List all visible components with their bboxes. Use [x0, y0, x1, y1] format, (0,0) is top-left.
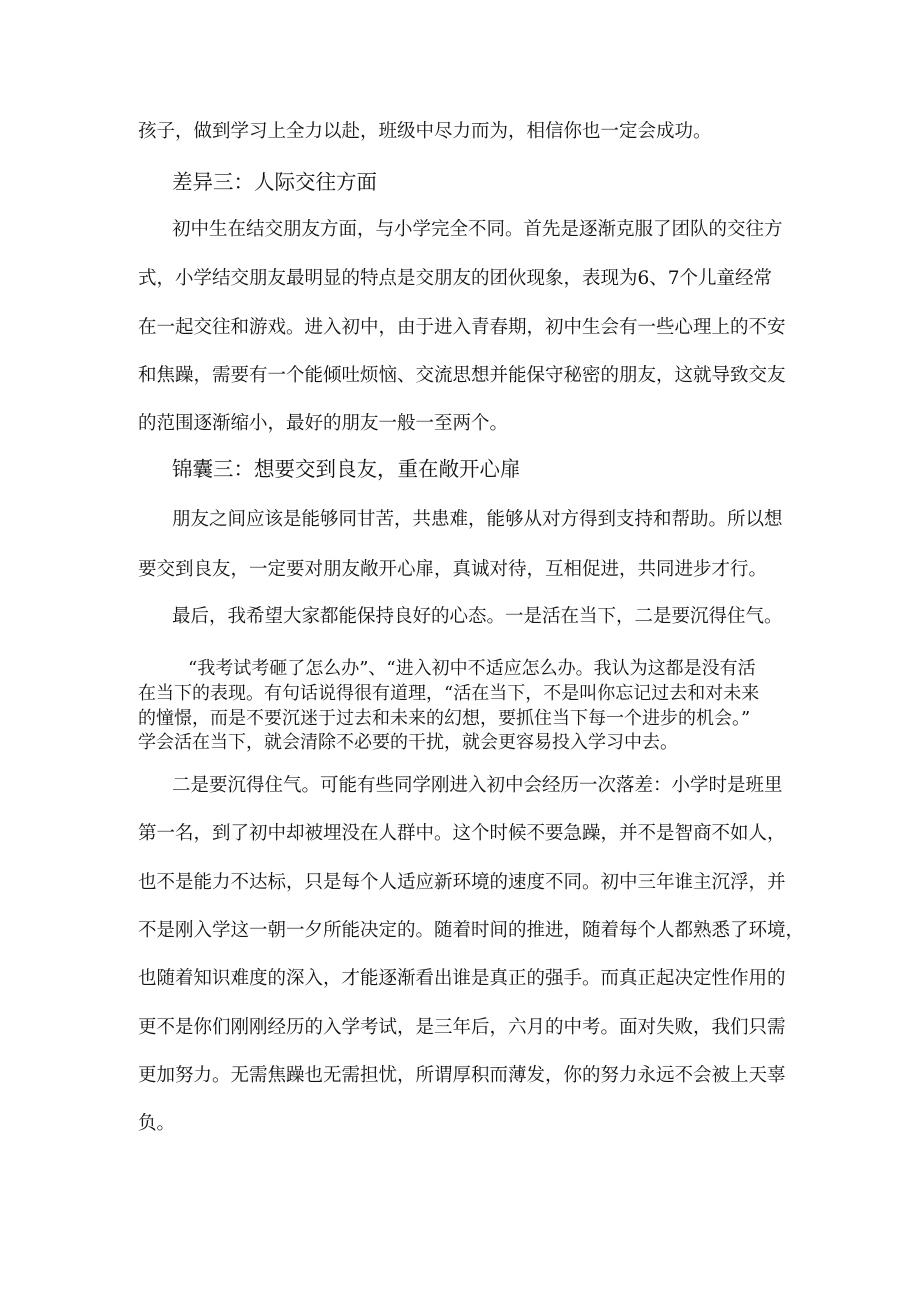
tip-3-paragraph-line-2: 要交到良友，一定要对朋友敞开心扉，真诚对待，互相促进，共同进步才行。 — [138, 559, 768, 580]
closing-paragraph-2-line-4: 学会活在当下，就会清除不必要的干扰，就会更容易投入学习中去。 — [138, 732, 678, 753]
closing-paragraph-3-line-6: 更不是你们刚刚经历的入学考试，是三年后，六月的中考。面对失败，我们只需 — [138, 1017, 786, 1038]
section-3-paragraph-line-4: 和焦躁，需要有一个能倾吐烦恼、交流思想并能保守秘密的朋友，这就导致交友 — [138, 365, 786, 386]
tip-3-heading: 锦囊三：想要交到良友，重在敞开心扉 — [172, 457, 521, 481]
closing-paragraph-2-line-2: 在当下的表现。有句话说得很有道理，“活在当下，不是叫你忘记过去和对未来 — [138, 683, 760, 704]
section-3-paragraph-line-1: 初中生在结交朋友方面，与小学完全不同。首先是逐渐克服了团队的交往方 — [172, 219, 783, 240]
section-3-paragraph-line-5: 的范围逐渐缩小，最好的朋友一般一至两个。 — [138, 413, 509, 434]
closing-paragraph-2-line-1: “我考试考砸了怎么办”、“进入初中不适应怎么办。我认为这都是没有活 — [188, 658, 756, 679]
section-3-paragraph-line-3: 在一起交往和游戏。进入初中，由于进入青春期，初中生会有一些心理上的不安 — [138, 317, 786, 338]
closing-paragraph-1-line-1: 最后，我希望大家都能保持良好的心态。一是活在当下，二是要沉得住气。 — [172, 606, 783, 627]
closing-paragraph-3-line-8: 负。 — [138, 1113, 176, 1134]
section-3-heading: 差异三：人际交往方面 — [172, 170, 377, 194]
section-3-paragraph-line-2: 式，小学结交朋友最明显的特点是交朋友的团伙现象，表现为6、7个儿童经常 — [138, 268, 773, 289]
closing-paragraph-2-line-3: 的憧憬，而是不要沉迷于过去和未来的幻想，要抓住当下每一个进步的机会。” — [138, 708, 751, 729]
closing-paragraph-3-line-5: 也随着知识难度的深入，才能逐渐看出谁是真正的强手。而真正起决定性作用的 — [138, 968, 786, 989]
closing-paragraph-3-line-7: 更加努力。无需焦躁也无需担忧，所谓厚积而薄发，你的努力永远不会被上天辜 — [138, 1065, 786, 1086]
closing-paragraph-3-line-3: 也不是能力不达标，只是每个人适应新环境的速度不同。初中三年谁主沉浮，并 — [138, 872, 786, 893]
closing-paragraph-3-line-1: 二是要沉得住气。可能有些同学刚进入初中会经历一次落差：小学时是班里 — [172, 775, 783, 796]
closing-paragraph-3-line-2: 第一名，到了初中却被埋没在人群中。这个时候不要急躁，并不是智商不如人， — [138, 823, 786, 844]
tip-3-paragraph-line-1: 朋友之间应该是能够同甘苦，共患难，能够从对方得到支持和帮助。所以想 — [172, 509, 783, 530]
closing-paragraph-3-line-4: 不是刚入学这一朝一夕所能决定的。随着时间的推进，随着每个人都熟悉了环境， — [138, 920, 805, 941]
intro-line-1: 孩子，做到学习上全力以赴，班级中尽力而为，相信你也一定会成功。 — [138, 121, 712, 142]
